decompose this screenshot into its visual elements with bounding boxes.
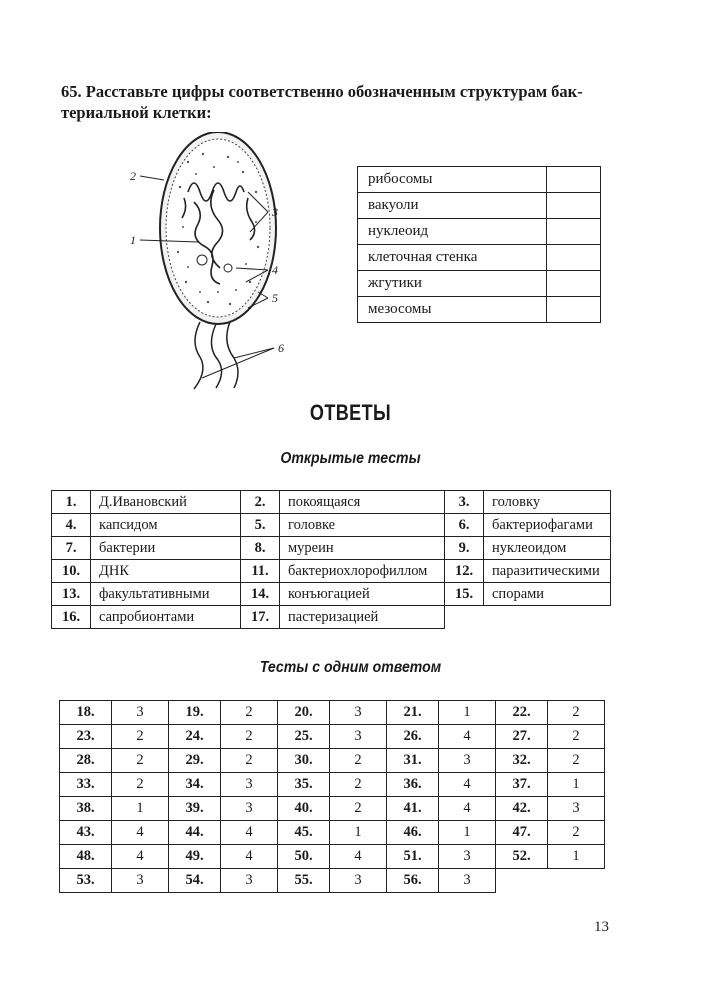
diagram-label-6: 6 [278, 341, 284, 355]
answer-value: 4 [330, 845, 387, 869]
table-row [60, 821, 605, 845]
open-answer-cell [240, 536, 445, 560]
structure-label: рибосомы [358, 167, 547, 193]
answer-number: 15. [445, 583, 484, 605]
question-number: 33. [60, 773, 112, 797]
open-answer-cell [444, 490, 611, 514]
answer-number: 17. [241, 606, 280, 628]
question-number: 38. [60, 797, 112, 821]
question-number: 53. [60, 869, 112, 893]
answer-value: 2 [330, 797, 387, 821]
answer-text: спорами [492, 585, 545, 602]
open-answer-cell [51, 490, 241, 514]
structure-label: клеточная стенка [358, 245, 547, 271]
answer-value: 3 [330, 869, 387, 893]
question-number: 42. [496, 797, 548, 821]
question-number: 35. [278, 773, 330, 797]
open-answer-cell [51, 513, 241, 537]
open-answer-cell [51, 559, 241, 583]
question-number: 18. [60, 701, 112, 725]
answer-number: 4. [52, 514, 91, 536]
question-number: 36. [387, 773, 439, 797]
answer-number: 14. [241, 583, 280, 605]
answer-number: 8. [241, 537, 280, 559]
diagram-label-3: 3 [272, 205, 278, 219]
answer-number: 5. [241, 514, 280, 536]
answer-value: 4 [221, 845, 278, 869]
structure-label: жгутики [358, 271, 547, 297]
answer-number: 11. [241, 560, 280, 582]
answer-value: 3 [221, 797, 278, 821]
answer-value: 4 [439, 797, 496, 821]
answer-box[interactable] [547, 271, 601, 297]
answer-number: 3. [445, 491, 484, 513]
answer-text: нуклеоидом [492, 539, 567, 556]
answer-value: 2 [112, 773, 169, 797]
answer-value: 2 [548, 701, 605, 725]
answer-text: паразитическими [492, 562, 600, 579]
question-number: 43. [60, 821, 112, 845]
structure-label: нуклеоид [358, 219, 547, 245]
question-number: 28. [60, 749, 112, 773]
structure-label: вакуоли [358, 193, 547, 219]
answer-text: сапробионтами [99, 608, 195, 625]
single-answer-heading: Тесты с одним ответом [259, 659, 442, 676]
answer-number: 16. [52, 606, 91, 628]
answer-value: 2 [330, 773, 387, 797]
answer-value: 1 [112, 797, 169, 821]
answer-number: 12. [445, 560, 484, 582]
open-tests-grid [51, 490, 611, 634]
table-row [60, 725, 605, 749]
answer-text: ДНК [99, 562, 130, 579]
bacterial-cell-figure [118, 132, 318, 392]
answer-value: 4 [439, 725, 496, 749]
open-answer-cell [444, 559, 611, 583]
question-number: 47. [496, 821, 548, 845]
open-answer-cell [240, 559, 445, 583]
table-row [358, 193, 601, 219]
answer-number: 6. [445, 514, 484, 536]
diagram-label-5: 5 [272, 291, 278, 305]
open-answer-cell [240, 513, 445, 537]
page-number: 13 [594, 919, 609, 935]
answer-value: 3 [439, 869, 496, 893]
answer-value: 4 [112, 821, 169, 845]
question-number: 48. [60, 845, 112, 869]
answer-text: головке [288, 516, 336, 533]
question-number: 52. [496, 845, 548, 869]
question-number: 34. [169, 773, 221, 797]
question-number: 56. [387, 869, 439, 893]
answer-value: 2 [221, 701, 278, 725]
answer-text: факультативными [99, 585, 210, 602]
answer-value: 2 [548, 821, 605, 845]
answer-number: 1. [52, 491, 91, 513]
answer-text: капсидом [99, 516, 158, 533]
answer-value: 2 [330, 749, 387, 773]
answer-value: 4 [221, 821, 278, 845]
answer-value: 3 [439, 845, 496, 869]
structure-label: мезосомы [358, 297, 547, 323]
answer-text: пастеризацией [288, 608, 379, 625]
question-number: 41. [387, 797, 439, 821]
question-number: 19. [169, 701, 221, 725]
answer-number: 10. [52, 560, 91, 582]
answer-value: 1 [330, 821, 387, 845]
answer-value: 3 [548, 797, 605, 821]
open-tests-heading: Открытые тесты [280, 450, 421, 467]
table-row [60, 773, 605, 797]
answer-number: 13. [52, 583, 91, 605]
table-row [60, 845, 605, 869]
answer-box[interactable] [547, 167, 601, 193]
answers-heading: ОТВЕТЫ [309, 400, 392, 425]
empty-cell [496, 869, 605, 893]
answer-value: 2 [221, 725, 278, 749]
question-number: 54. [169, 869, 221, 893]
open-answer-cell [444, 513, 611, 537]
question-number: 30. [278, 749, 330, 773]
question-number: 26. [387, 725, 439, 749]
question-number: 29. [169, 749, 221, 773]
answer-value: 4 [439, 773, 496, 797]
answer-value: 2 [548, 749, 605, 773]
question-65 [61, 81, 621, 123]
diagram-label-4: 4 [272, 263, 278, 277]
answer-text: конъюгацией [288, 585, 370, 602]
answer-value: 3 [439, 749, 496, 773]
answer-value: 2 [221, 749, 278, 773]
question-number: 51. [387, 845, 439, 869]
answer-text: муреин [288, 539, 334, 556]
structure-match-table [357, 166, 601, 323]
question-number: 49. [169, 845, 221, 869]
question-number: 27. [496, 725, 548, 749]
answer-value: 1 [439, 821, 496, 845]
question-number: 23. [60, 725, 112, 749]
open-answer-cell [240, 490, 445, 514]
answer-number: 7. [52, 537, 91, 559]
table-row [358, 167, 601, 193]
answer-value: 3 [221, 869, 278, 893]
answer-value: 1 [548, 773, 605, 797]
question-number: 21. [387, 701, 439, 725]
question-number: 39. [169, 797, 221, 821]
leader-line-2 [140, 176, 164, 180]
answer-value: 1 [548, 845, 605, 869]
question-number: 65. [61, 82, 82, 101]
answer-value: 2 [112, 725, 169, 749]
open-answer-cell [51, 605, 241, 629]
answer-text: Д.Ивановский [99, 493, 187, 510]
question-number: 22. [496, 701, 548, 725]
question-number: 45. [278, 821, 330, 845]
question-number: 40. [278, 797, 330, 821]
answer-value: 3 [330, 725, 387, 749]
open-answer-cell [444, 582, 611, 606]
flagella [194, 322, 238, 389]
answer-text: бактериофагами [492, 516, 593, 533]
question-number: 44. [169, 821, 221, 845]
question-number: 32. [496, 749, 548, 773]
answer-value: 3 [330, 701, 387, 725]
question-number: 24. [169, 725, 221, 749]
question-number: 31. [387, 749, 439, 773]
table-row [60, 869, 605, 893]
answer-text: покоящаяся [288, 493, 361, 510]
open-answer-cell [240, 582, 445, 606]
open-answer-cell [240, 605, 445, 629]
open-answer-cell [51, 582, 241, 606]
answer-value: 3 [221, 773, 278, 797]
answer-value: 4 [112, 845, 169, 869]
question-text: Расставьте цифры соответственно обозначенным структурам бак-териальной клетки: [61, 82, 583, 122]
table-row [358, 271, 601, 297]
answer-box[interactable] [547, 193, 601, 219]
bacterial-cell-diagram [118, 132, 318, 392]
answer-value: 3 [112, 869, 169, 893]
answer-value: 2 [548, 725, 605, 749]
answer-box[interactable] [547, 219, 601, 245]
answer-value: 1 [439, 701, 496, 725]
table-row [358, 245, 601, 271]
answer-text: бактерии [99, 539, 156, 556]
answer-number: 2. [241, 491, 280, 513]
answer-value: 2 [112, 749, 169, 773]
answer-text: бактериохлорофиллом [288, 562, 428, 579]
table-row [358, 297, 601, 323]
question-number: 25. [278, 725, 330, 749]
table-row [358, 219, 601, 245]
question-number: 50. [278, 845, 330, 869]
answer-box[interactable] [547, 245, 601, 271]
table-row [60, 749, 605, 773]
single-answer-table [59, 700, 605, 893]
open-answer-cell [444, 536, 611, 560]
question-number: 46. [387, 821, 439, 845]
question-number: 20. [278, 701, 330, 725]
answer-value: 3 [112, 701, 169, 725]
open-answer-cell [51, 536, 241, 560]
answer-number: 9. [445, 537, 484, 559]
table-row [60, 701, 605, 725]
table-row [60, 797, 605, 821]
answer-text: головку [492, 493, 541, 510]
answer-box[interactable] [547, 297, 601, 323]
diagram-label-2: 2 [130, 169, 136, 183]
question-number: 55. [278, 869, 330, 893]
diagram-label-1: 1 [130, 233, 136, 247]
question-number: 37. [496, 773, 548, 797]
